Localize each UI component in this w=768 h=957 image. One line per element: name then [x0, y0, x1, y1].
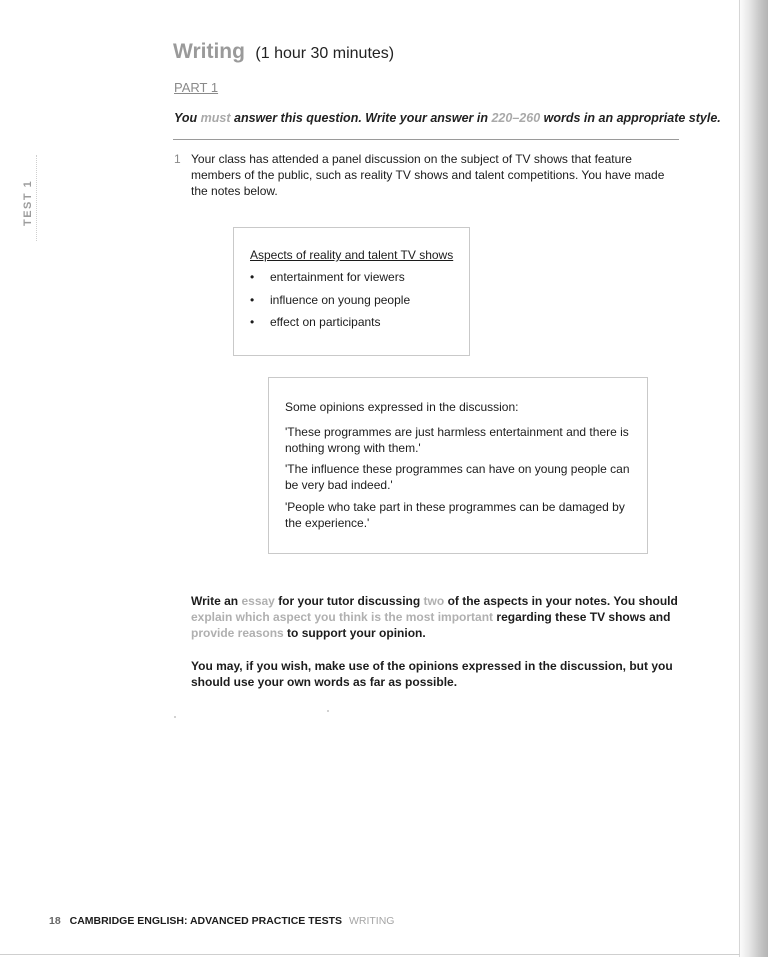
task-text: regarding these TV shows and	[496, 610, 671, 624]
opinion-quote: 'People who take part in these programmes can be damaged by the experience.'	[285, 500, 625, 530]
task-text: of the aspects in your notes. You should	[447, 594, 678, 608]
page-edge-shadow	[738, 0, 768, 957]
instruction-word-range: 220–260	[491, 111, 541, 125]
task-keyword-provide-reasons: provide reasons	[191, 626, 284, 640]
notes-heading: Aspects of reality and talent TV shows	[250, 248, 454, 262]
notes-list-item	[250, 293, 410, 316]
instruction-text-3: words in an appropriate style.	[543, 111, 721, 125]
print-speck	[327, 710, 329, 712]
section-title: Writing	[173, 40, 245, 63]
bullet-icon: •	[250, 270, 255, 284]
opinion-quote: 'These programmes are just harmless entertainment and there is nothing wrong with them.'	[285, 425, 629, 455]
bullet-icon: •	[250, 315, 255, 329]
page-title	[173, 40, 394, 64]
task-instructions	[191, 593, 691, 641]
notes-item-text: entertainment for viewers	[270, 270, 405, 284]
opinions-box	[268, 377, 648, 554]
notes-box	[233, 227, 470, 356]
side-tab-label: TEST 1	[22, 179, 34, 226]
opinions-heading: Some opinions expressed in the discussion:	[285, 400, 519, 414]
notes-item-text: effect on participants	[270, 315, 381, 329]
page-edge-line	[739, 0, 740, 957]
notes-item-text: influence on young people	[270, 292, 411, 307]
notes-list-item	[250, 270, 410, 293]
instruction-text-2: answer this question. Write your answer in	[234, 111, 488, 125]
instruction-line	[174, 111, 721, 125]
task-text: to support your opinion.	[287, 626, 426, 640]
divider-rule	[173, 139, 679, 140]
task-keyword-two: two	[423, 594, 445, 608]
section-duration: (1 hour 30 minutes)	[255, 45, 395, 62]
page-footer	[49, 915, 394, 927]
footer-book-title: CAMBRIDGE ENGLISH: ADVANCED PRACTICE TESTS	[69, 915, 343, 927]
print-speck	[174, 716, 176, 718]
footer-section-label: WRITING	[348, 915, 395, 927]
task-text: Write an	[191, 594, 239, 608]
notes-list-item	[250, 315, 410, 338]
footer-page-number: 18	[49, 915, 61, 927]
question-text: Your class has attended a panel discussion on the subject of TV shows that feature members of the public, such as reality TV shows and talent competitions. You have made the notes below.	[191, 152, 665, 198]
opinion-quote: 'The influence these programmes can have on young people can be very bad indeed.'	[285, 462, 630, 492]
task-keyword-explain: explain which aspect you think is the most important	[191, 610, 494, 624]
bullet-icon: •	[250, 292, 255, 307]
question-number: 1	[174, 152, 181, 166]
instruction-text-1: You	[174, 111, 198, 125]
notes-list	[250, 270, 410, 338]
advice-text: You may, if you wish, make use of the opinions expressed in the discussion, but you should use your own words as far as possible.	[191, 659, 673, 689]
task-keyword-essay: essay	[241, 594, 275, 608]
instruction-emphasis-must: must	[200, 111, 231, 125]
bottom-edge-line	[0, 954, 740, 955]
task-text: for your tutor discussing	[278, 594, 421, 608]
part-label: PART 1	[174, 80, 219, 95]
